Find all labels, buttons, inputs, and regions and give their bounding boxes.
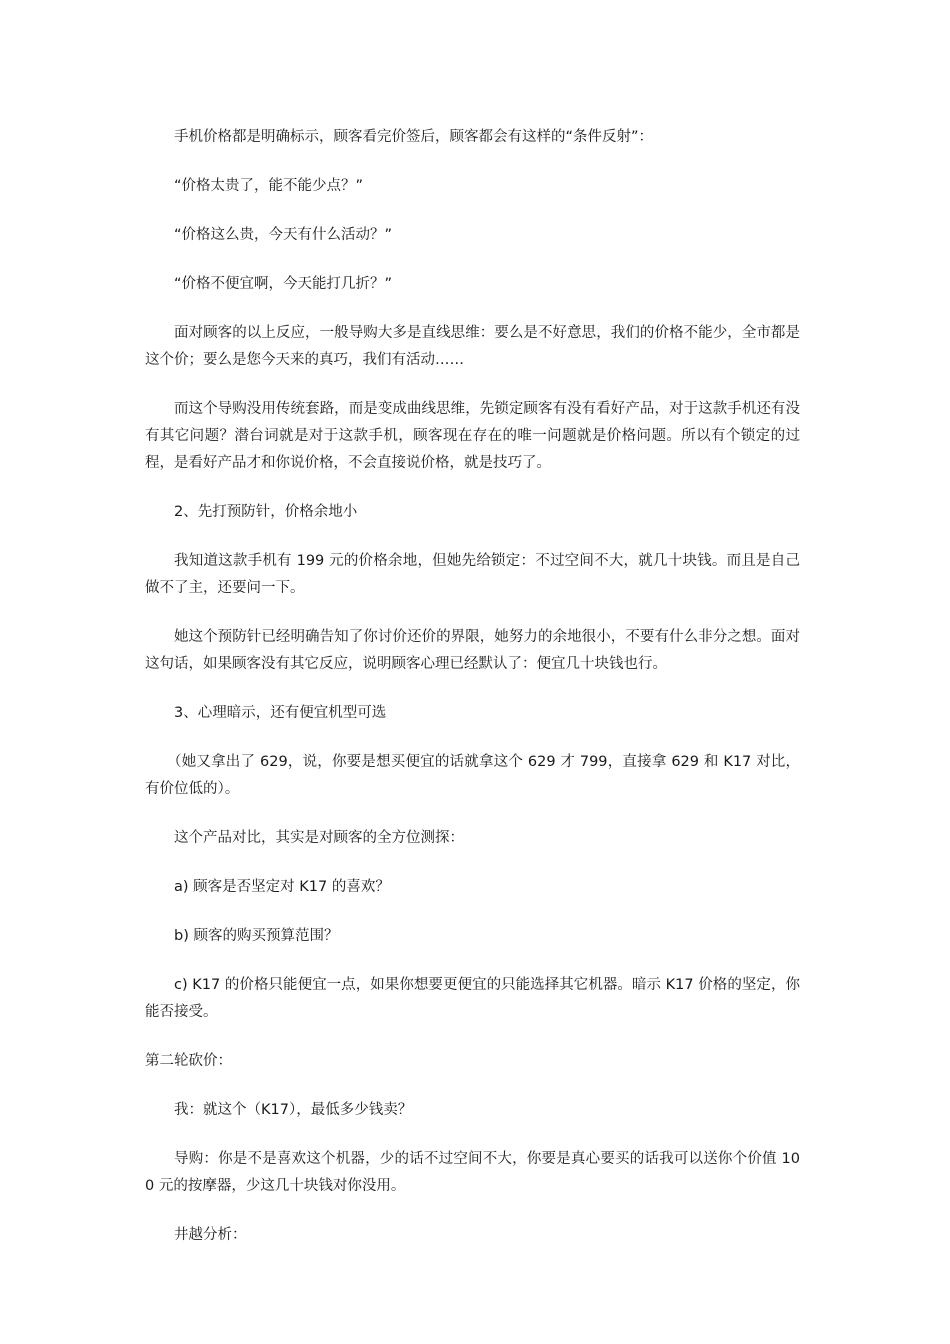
dialogue-me: 我：就这个（K17），最低多少钱卖？ <box>174 1102 413 1118</box>
document-body <box>145 124 800 1271</box>
list-item-a: a) 顾客是否坚定对 K17 的喜欢？ <box>174 879 390 895</box>
list-item-b: b) 顾客的购买预算范围？ <box>174 928 339 944</box>
paragraph-price-margin: 我知道这款手机有 199 元的价格余地，但她先给锁定：不过空间不大，就几十块钱。而且是自己做不了主，还要问一下。 <box>145 553 800 596</box>
paragraph-linear-thinking: 面对顾客的以上反应，一般导购大多是直线思维：要么是不好意思，我们的价格不能少，全市都是这个价；要么是您今天来的真巧，我们有活动…… <box>145 325 800 368</box>
paragraph-quote-3: “价格不便宜啊，今天能打几折？” <box>174 276 393 292</box>
dialogue-guide: 导购：你是不是喜欢这个机器，少的话不过空间不大，你要是真心要买的话我可以送你个价值 100 元的按摩器，少这几十块钱对你没用。 <box>145 1151 800 1194</box>
analysis-heading: 井越分析： <box>174 1227 247 1243</box>
paragraph-compare-629: （她又拿出了 629，说，你要是想买便宜的话就拿这个 629 才 799，直接拿 629 和 K17 对比，有价位低的）。 <box>145 754 800 797</box>
paragraph-intro: 手机价格都是明确标示，顾客看完价签后，顾客都会有这样的“条件反射”： <box>174 129 654 145</box>
section-heading-round-2: 第二轮砍价： <box>145 1053 232 1069</box>
paragraph-quote-2: “价格这么贵，今天有什么活动？” <box>174 227 393 243</box>
list-item-c: c) K17 的价格只能便宜一点，如果你想要更便宜的只能选择其它机器。暗示 K17 价格的坚定，你能否接受。 <box>145 977 800 1020</box>
section-heading-3: 3、心理暗示，还有便宜机型可选 <box>174 705 387 721</box>
section-heading-2: 2、先打预防针，价格余地小 <box>174 504 358 520</box>
paragraph-probe: 这个产品对比，其实是对顾客的全方位测探： <box>174 830 464 846</box>
paragraph-preventive: 她这个预防针已经明确告知了你讨价还价的界限，她努力的余地很小，不要有什么非分之想。面对这句话，如果顾客没有其它反应，说明顾客心理已经默认了：便宜几十块钱也行。 <box>145 629 800 672</box>
paragraph-quote-1: “价格太贵了，能不能少点？” <box>174 178 364 194</box>
paragraph-curve-thinking: 而这个导购没用传统套路，而是变成曲线思维，先锁定顾客有没有看好产品，对于这款手机还有没有其它问题？潜台词就是对于这款手机，顾客现在存在的唯一问题就是价格问题。所以有个锁定的过程，是看好产品才和你说价格，不会直接说价格，就是技巧了。 <box>145 401 800 471</box>
